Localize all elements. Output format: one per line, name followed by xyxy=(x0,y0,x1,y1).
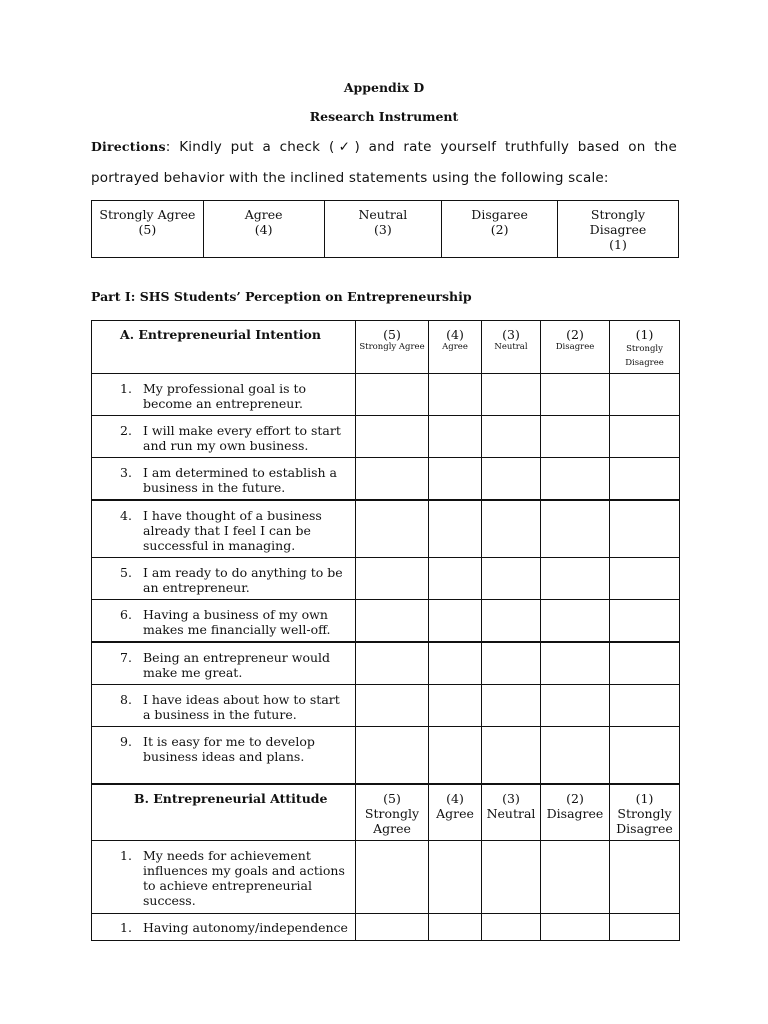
col-agree: (4) Agree xyxy=(429,321,482,374)
directions-line-1 xyxy=(91,139,677,155)
rating-cell[interactable] xyxy=(610,914,680,941)
rating-cell[interactable] xyxy=(610,642,680,685)
rating-cell[interactable] xyxy=(356,841,429,914)
section-a-header xyxy=(92,321,680,374)
table-row: 7. Being an entrepreneur would make me great. xyxy=(92,642,680,685)
rating-cell[interactable] xyxy=(482,558,541,600)
rating-cell[interactable] xyxy=(356,685,429,727)
rating-cell[interactable] xyxy=(541,500,610,558)
table-row: 2. I will make every effort to start and run my own business. xyxy=(92,416,680,458)
rating-cell[interactable] xyxy=(429,914,482,941)
scale-cell: Strongly Disagree (1) xyxy=(558,201,679,258)
rating-cell[interactable] xyxy=(429,558,482,600)
col-agree: (4) Agree xyxy=(429,784,482,841)
rating-cell[interactable] xyxy=(356,642,429,685)
rating-cell[interactable] xyxy=(429,458,482,500)
rating-cell[interactable] xyxy=(482,500,541,558)
directions-label: Directions xyxy=(91,139,166,154)
col-neutral: (3) Neutral xyxy=(482,784,541,841)
table-row: 6. Having a business of my own makes me financially well-off. xyxy=(92,600,680,642)
scale-cell: Strongly Agree (5) xyxy=(92,201,204,258)
questionnaire-table xyxy=(91,320,680,941)
rating-cell[interactable] xyxy=(356,374,429,416)
rating-cell[interactable] xyxy=(541,558,610,600)
directions-text: : Kindly put a check (✓) and rate yourself truthfully based on the xyxy=(165,139,677,155)
rating-cell[interactable] xyxy=(541,841,610,914)
rating-cell[interactable] xyxy=(429,600,482,642)
rating-cell[interactable] xyxy=(482,600,541,642)
rating-cell[interactable] xyxy=(610,500,680,558)
rating-cell[interactable] xyxy=(356,727,429,784)
rating-cell[interactable] xyxy=(541,642,610,685)
rating-cell[interactable] xyxy=(482,727,541,784)
table-row: 1. Having autonomy/independence xyxy=(92,914,680,941)
appendix-heading: Appendix D xyxy=(343,80,425,95)
rating-cell[interactable] xyxy=(429,500,482,558)
rating-cell[interactable] xyxy=(356,500,429,558)
directions-line-2: portrayed behavior with the inclined statements using the following scale: xyxy=(91,170,609,186)
table-row: 5. I am ready to do anything to be an entrepreneur. xyxy=(92,558,680,600)
rating-cell[interactable] xyxy=(610,600,680,642)
col-disagree: (2) Disagree xyxy=(541,784,610,841)
rating-cell[interactable] xyxy=(541,727,610,784)
rating-cell[interactable] xyxy=(610,727,680,784)
table-row: 4. I have thought of a business already that I feel I can be successful in managing. xyxy=(92,500,680,558)
rating-scale-table xyxy=(91,200,679,258)
table-row: 9. It is easy for me to develop business ideas and plans. xyxy=(92,727,680,784)
table-row: 1. My professional goal is to become an entrepreneur. xyxy=(92,374,680,416)
rating-cell[interactable] xyxy=(429,642,482,685)
rating-cell[interactable] xyxy=(356,416,429,458)
col-neutral: (3) Neutral xyxy=(482,321,541,374)
rating-cell[interactable] xyxy=(482,642,541,685)
rating-cell[interactable] xyxy=(482,841,541,914)
rating-cell[interactable] xyxy=(482,685,541,727)
rating-cell[interactable] xyxy=(541,374,610,416)
rating-cell[interactable] xyxy=(356,600,429,642)
rating-cell[interactable] xyxy=(482,374,541,416)
rating-cell[interactable] xyxy=(610,685,680,727)
rating-cell[interactable] xyxy=(482,416,541,458)
rating-cell[interactable] xyxy=(541,914,610,941)
section-b-header xyxy=(92,784,680,841)
rating-cell[interactable] xyxy=(610,841,680,914)
scale-cell: Neutral (3) xyxy=(324,201,442,258)
rating-cell[interactable] xyxy=(541,458,610,500)
rating-cell[interactable] xyxy=(429,416,482,458)
rating-cell[interactable] xyxy=(541,416,610,458)
rating-cell[interactable] xyxy=(356,458,429,500)
rating-cell[interactable] xyxy=(482,458,541,500)
rating-cell[interactable] xyxy=(429,374,482,416)
scale-cell: Disgaree (2) xyxy=(442,201,558,258)
rating-cell[interactable] xyxy=(356,558,429,600)
col-strongly-disagree: (1) Strongly Disagree xyxy=(610,321,680,374)
instrument-heading: Research Instrument xyxy=(309,109,459,124)
rating-cell[interactable] xyxy=(541,685,610,727)
rating-cell[interactable] xyxy=(429,685,482,727)
col-disagree: (2) Disagree xyxy=(541,321,610,374)
rating-cell[interactable] xyxy=(541,600,610,642)
col-strongly-agree: (5) Strongly Agree xyxy=(356,321,429,374)
rating-cell[interactable] xyxy=(610,458,680,500)
col-strongly-disagree: (1) Strongly Disagree xyxy=(610,784,680,841)
section-b-title: B. Entrepreneurial Attitude xyxy=(92,784,356,841)
table-row: 3. I am determined to establish a business in the future. xyxy=(92,458,680,500)
table-row: 1. My needs for achievement influences my goals and actions to achieve entrepreneurial success. xyxy=(92,841,680,914)
rating-cell[interactable] xyxy=(429,727,482,784)
rating-cell[interactable] xyxy=(610,416,680,458)
section-a-title: A. Entrepreneurial Intention xyxy=(92,321,356,374)
rating-cell[interactable] xyxy=(356,914,429,941)
part-title: Part I: SHS Students’ Perception on Entrepreneurship xyxy=(91,289,472,304)
table-row: 8. I have ideas about how to start a business in the future. xyxy=(92,685,680,727)
col-strongly-agree: (5) Strongly Agree xyxy=(356,784,429,841)
rating-cell[interactable] xyxy=(610,558,680,600)
rating-cell[interactable] xyxy=(482,914,541,941)
scale-cell: Agree (4) xyxy=(203,201,324,258)
rating-cell[interactable] xyxy=(429,841,482,914)
rating-cell[interactable] xyxy=(610,374,680,416)
